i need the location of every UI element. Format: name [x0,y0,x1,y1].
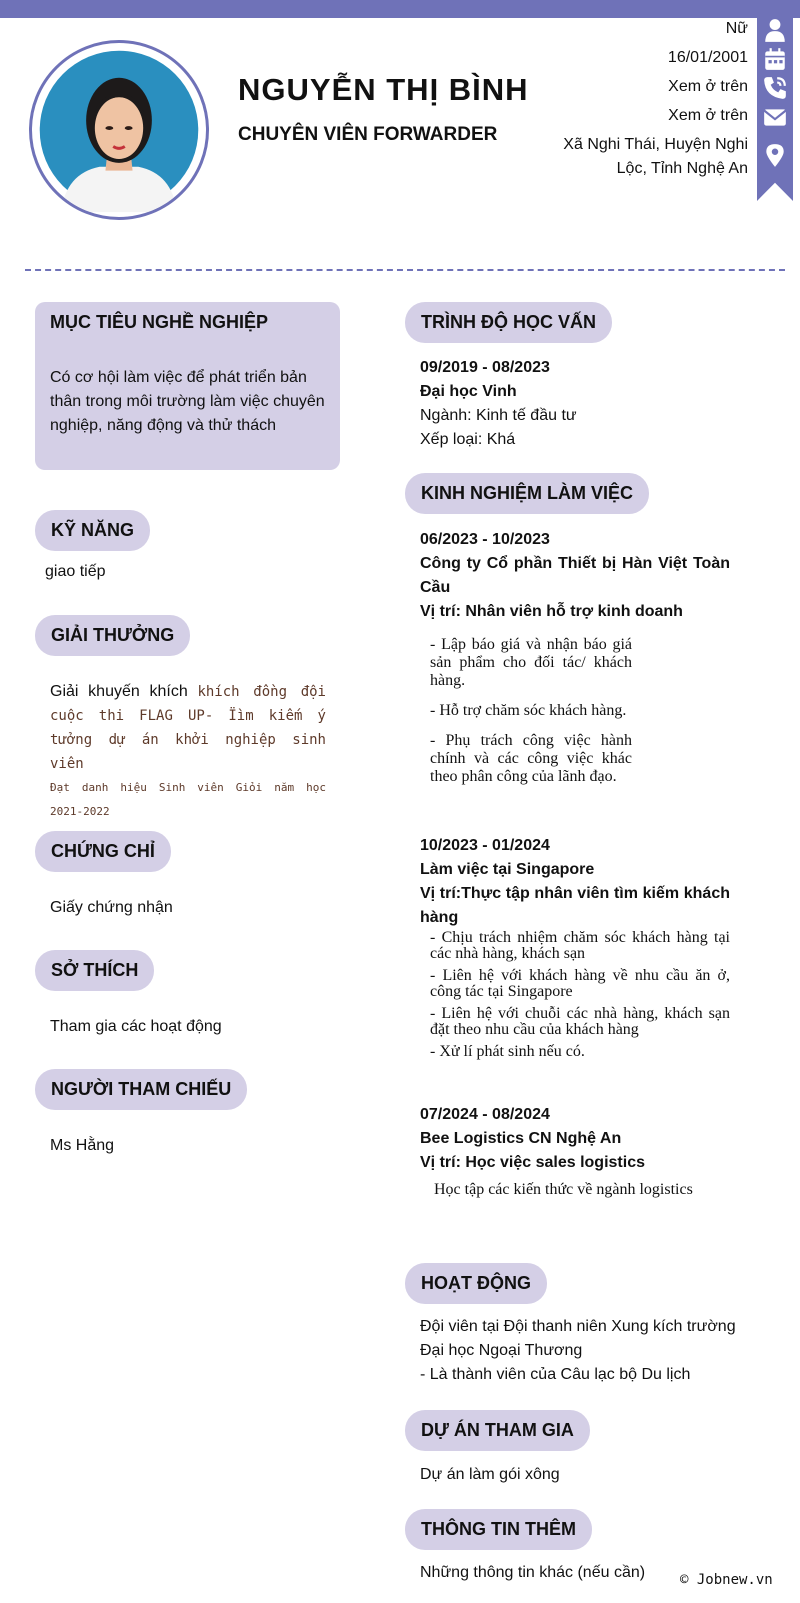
award-line: tưởng dự án khởi nghiệp sinh viên [50,732,326,772]
calendar-icon [762,46,788,72]
job-company: Cầu [420,579,451,596]
profile-photo [32,43,206,217]
job-duty: hàng. [430,672,466,689]
location-pin-icon [762,142,788,168]
job-duty: chính và các công việc khác [430,750,632,767]
job-position: hàng [420,909,459,926]
contact-phone: Xem ở trên [668,78,748,95]
award-line: 2021-2022 [50,805,110,818]
objective-line: thân trong môi trường làm việc chuyên [50,393,325,410]
top-accent-bar [0,0,800,18]
education-heading: TRÌNH ĐỘ HỌC VẤN [405,302,612,343]
avatar [29,40,209,220]
job-duty: sản phẩm cho đối tác/ khách [430,654,632,671]
job-position: Vị trí:Thực tập nhân viên tìm kiếm khách [420,885,730,902]
activity-line: Đội viên tại Đội thanh niên Xung kích trường [420,1318,736,1335]
experience-heading: KINH NGHIỆM LÀM VIỆC [405,473,649,514]
award-line: Đạt danh hiệu Sinh viên Giỏi năm học [50,781,326,794]
job-company: Công ty Cổ phần Thiết bị Hàn Việt Toàn [420,555,730,572]
job-period: 07/2024 - 08/2024 [420,1106,550,1123]
job-1-duties [430,636,632,786]
contact-address-line2: Lộc, Tỉnh Nghệ An [616,160,748,177]
job-2-duties [430,930,730,1060]
activity-line: Đại học Ngoại Thương [420,1342,583,1359]
references-heading: NGƯỜI THAM CHIẾU [35,1069,247,1110]
job-duty: theo phân công của lãnh đạo. [430,768,617,785]
phone-icon [762,75,788,101]
objective-heading: MỤC TIÊU NGHỀ NGHIỆP [50,312,269,332]
award-lead: Giải khuyến khích [50,683,188,700]
education-period: 09/2019 - 08/2023 [420,359,550,376]
projects-text: Dự án làm gói xông [420,1466,560,1483]
job-duty: công tác tại Singapore [430,983,573,1000]
job-duty: - Liên hệ với khách hàng về nhu cầu ăn ở, [430,967,730,984]
education-major: Ngành: Kinh tế đầu tư [420,407,577,424]
hobbies-text: Tham gia các hoạt động [50,1018,222,1035]
certificates-heading: CHỨNG CHỈ [35,831,171,872]
job-duty: - Chịu trách nhiệm chăm sóc khách hàng tại [430,929,730,946]
awards-heading: GIẢI THƯỞNG [35,615,190,656]
contact-gender: Nữ [725,20,748,37]
award-line [50,680,326,704]
job-company: Làm việc tại Singapore [420,861,595,878]
activities-text [420,1315,736,1387]
job-duty: - Hỗ trợ chăm sóc khách hàng. [430,702,627,719]
contact-address [563,133,748,181]
job-position: Vị trí: Nhân viên hỗ trợ kinh doanh [420,603,683,620]
objective-text [50,366,326,438]
envelope-icon [762,104,788,130]
job-position: Vị trí: Học việc sales logistics [420,1154,645,1171]
header-divider [25,269,785,271]
skills-heading: KỸ NĂNG [35,510,150,551]
job-period: 06/2023 - 10/2023 [420,531,550,548]
job-duty: - Phụ trách công việc hành [430,732,632,749]
contact-email: Xem ở trên [668,107,748,124]
objective-line: Có cơ hội làm việc để phát triển bản [50,369,307,386]
job-2 [420,834,730,930]
job-duty: - Lập báo giá và nhận báo giá [430,636,632,653]
user-icon [762,17,788,43]
job-duty: các nhà hàng, khách sạn [430,945,586,962]
candidate-name: NGUYỄN THỊ BÌNH [238,72,529,107]
job-duty: đặt theo nhu cầu của khách hàng [430,1021,639,1038]
footer-watermark: © Jobnew.vn [680,1572,773,1588]
references-text: Ms Hằng [50,1137,115,1154]
hobbies-heading: SỞ THÍCH [35,950,154,991]
certificates-text: Giấy chứng nhận [50,899,173,916]
contact-address-line1: Xã Nghi Thái, Huyện Nghi [563,136,748,153]
skills-text: giao tiếp [45,563,106,580]
job-company: Bee Logistics CN Nghệ An [420,1130,622,1147]
activities-heading: HOẠT ĐỘNG [405,1263,547,1304]
contact-dob: 16/01/2001 [667,49,748,66]
award-lead-rest: khích đồng đội [197,684,326,700]
job-period: 10/2023 - 01/2024 [420,837,550,854]
extra-info-text: Những thông tin khác (nếu cần) [420,1564,646,1581]
education-school: Đại học Vinh [420,383,517,400]
activity-line: - Là thành viên của Câu lạc bộ Du lịch [420,1366,691,1383]
education-block [420,356,577,452]
award-line: cuộc thi FLAG UP- Ïìm kiếm ý [50,708,326,724]
job-3 [420,1103,730,1175]
education-grade: Xếp loại: Khá [420,431,516,448]
job-title: CHUYÊN VIÊN FORWARDER [238,124,498,145]
projects-heading: DỰ ÁN THAM GIA [405,1410,590,1451]
awards-text [50,680,326,824]
job-duty: Học tập các kiến thức về ngành logistics [434,1181,693,1198]
job-duty: - Xử lí phát sinh nếu có. [430,1043,585,1060]
objective-line: nghiệp, năng động và thử thách [50,417,276,434]
job-1 [420,528,730,624]
job-duty: - Liên hệ với chuỗi các nhà hàng, khách sạn [430,1005,730,1022]
extra-info-heading: THÔNG TIN THÊM [405,1509,592,1550]
